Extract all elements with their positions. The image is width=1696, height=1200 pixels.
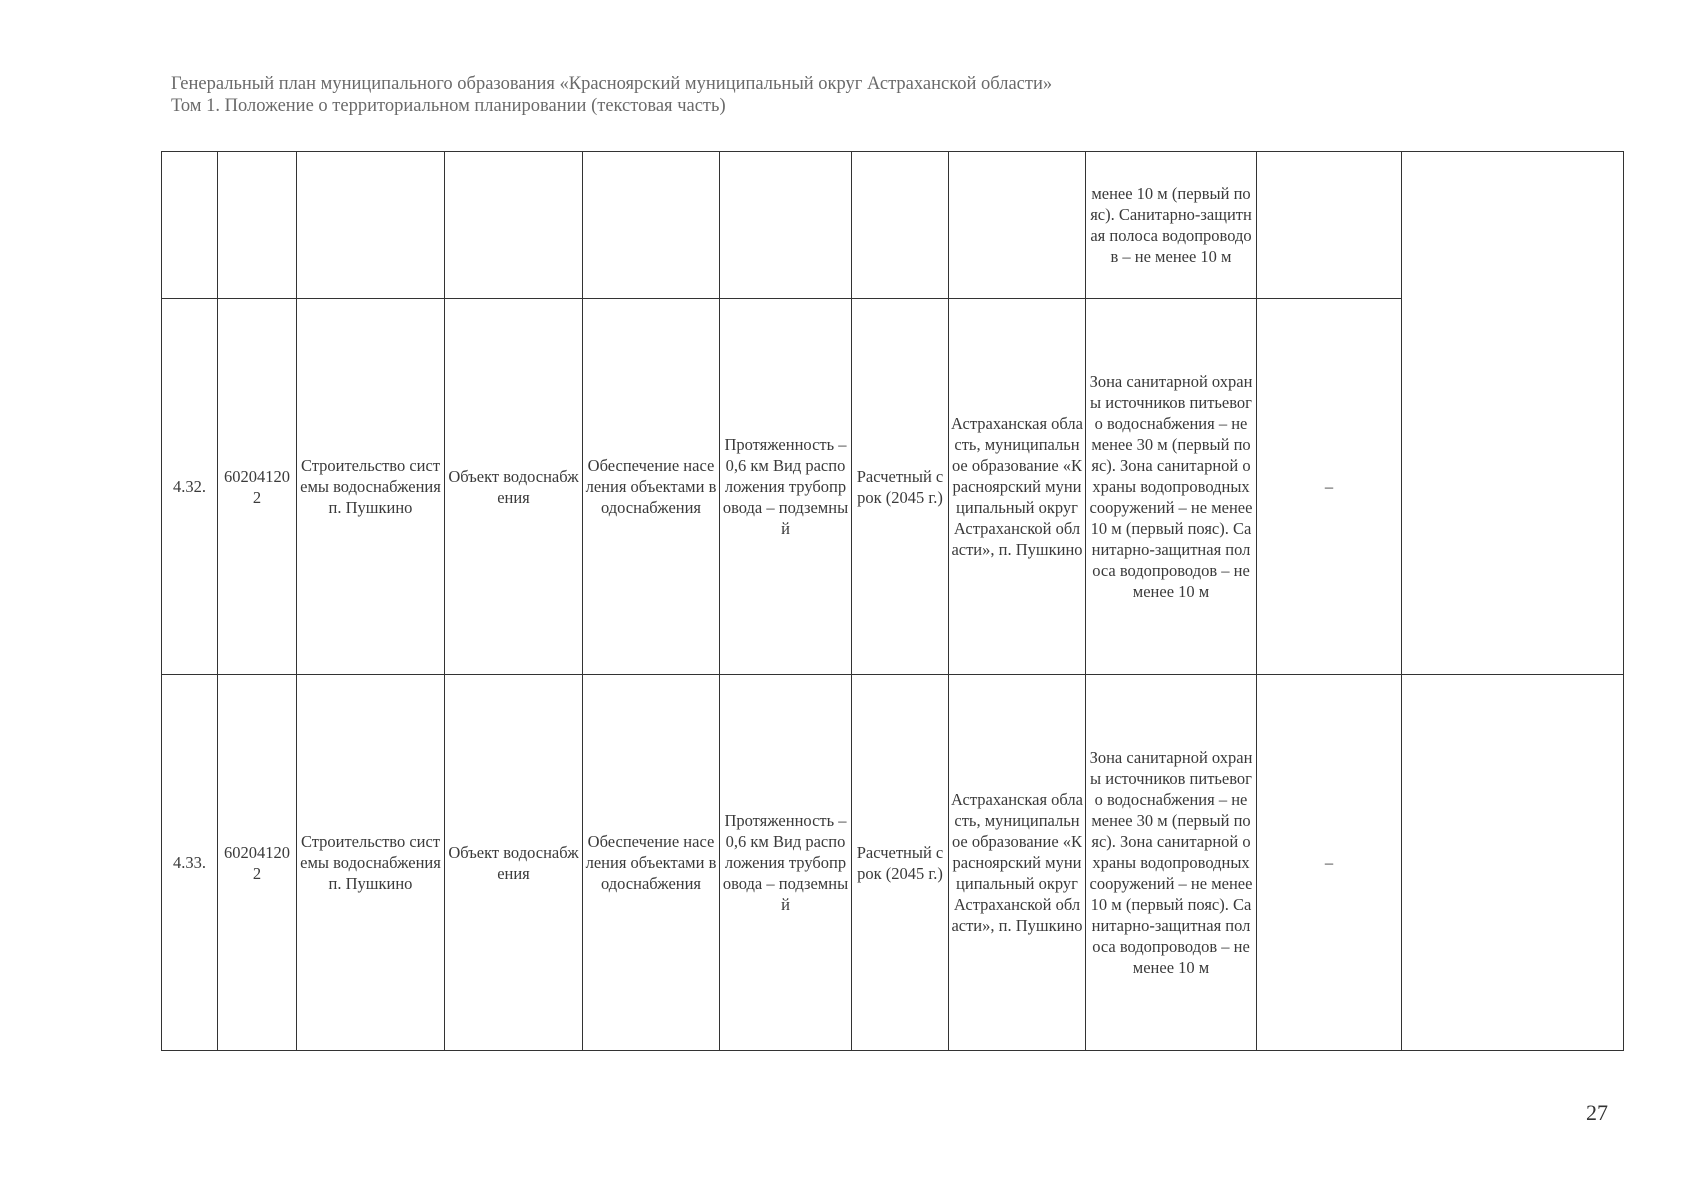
cell-code: 602041202 — [218, 299, 297, 675]
table-row-continuation — [162, 152, 1624, 299]
cell-code: 602041202 — [218, 675, 297, 1051]
cell-extra: – — [1257, 299, 1402, 675]
cell-number: 4.33. — [162, 675, 218, 1051]
table-row — [162, 299, 1624, 675]
cell-term — [852, 152, 949, 299]
cell-name: Строительство системы водоснабжения п. Пушкино — [297, 675, 445, 1051]
header-title: Генеральный план муниципального образования «Красноярский муниципальный округ Астраханской области» — [171, 74, 1053, 94]
table-row — [162, 675, 1624, 1051]
cell-note — [1402, 299, 1624, 675]
cell-characteristics: Протяженность – 0,6 км Вид расположения трубопровода – подземный — [720, 299, 852, 675]
cell-location: Астраханская область, муниципальное образование «Красноярский муниципальный округ Астраханской области», п. Пушкино — [949, 675, 1086, 1051]
cell-extra — [1257, 152, 1402, 299]
cell-purpose: Обеспечение населения объектами водоснабжения — [583, 299, 720, 675]
page-number: 27 — [1586, 1100, 1608, 1125]
objects-table — [161, 151, 1624, 1051]
cell-number: 4.32. — [162, 299, 218, 675]
cell-term: Расчетный срок (2045 г.) — [852, 299, 949, 675]
document-header — [171, 73, 1052, 117]
cell-zones: Зона санитарной охраны источников питьевого водоснабжения – не менее 30 м (первый пояс). Зона санитарной охраны водопроводных сооружений – не менее 10 м (первый пояс). Санитарно-защитная полоса водопроводов – не менее 10 м — [1086, 675, 1257, 1051]
cell-type: Объект водоснабжения — [445, 299, 583, 675]
cell-location — [949, 152, 1086, 299]
cell-characteristics: Протяженность – 0,6 км Вид расположения трубопровода – подземный — [720, 675, 852, 1051]
cell-zones: Зона санитарной охраны источников питьевого водоснабжения – не менее 30 м (первый пояс). Зона санитарной охраны водопроводных сооружений – не менее 10 м (первый пояс). Санитарно-защитная полоса водопроводов – не менее 10 м — [1086, 299, 1257, 675]
cell-code — [218, 152, 297, 299]
cell-location: Астраханская область, муниципальное образование «Красноярский муниципальный округ Астраханской области», п. Пушкино — [949, 299, 1086, 675]
cell-zones: менее 10 м (первый пояс). Санитарно-защитная полоса водопроводов – не менее 10 м — [1086, 152, 1257, 299]
header-subtitle: Том 1. Положение о территориальном планировании (текстовая часть) — [171, 96, 726, 116]
cell-number — [162, 152, 218, 299]
cell-purpose — [583, 152, 720, 299]
cell-note — [1402, 675, 1624, 1051]
cell-extra: – — [1257, 675, 1402, 1051]
cell-type — [445, 152, 583, 299]
cell-characteristics — [720, 152, 852, 299]
cell-purpose: Обеспечение населения объектами водоснабжения — [583, 675, 720, 1051]
cell-term: Расчетный срок (2045 г.) — [852, 675, 949, 1051]
cell-name: Строительство системы водоснабжения п. Пушкино — [297, 299, 445, 675]
cell-name — [297, 152, 445, 299]
cell-note — [1402, 152, 1624, 299]
cell-type: Объект водоснабжения — [445, 675, 583, 1051]
